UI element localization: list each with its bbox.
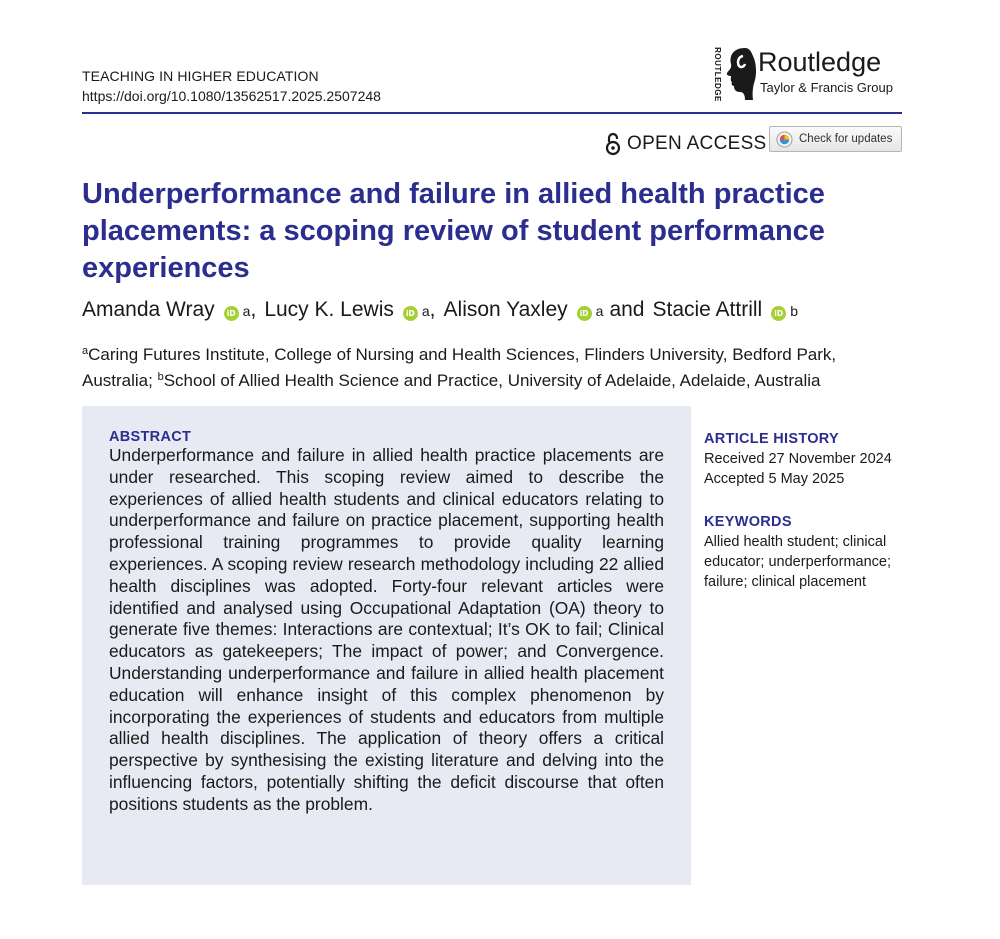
publisher-name: Routledge — [758, 47, 882, 77]
affiliation-a: Caring Futures Institute, College of Nursing and Health Sciences, Flinders University, Bedford Park, Australia; — [82, 345, 837, 390]
keywords-heading: KEYWORDS — [704, 514, 792, 530]
check-for-updates-label: Check for updates — [799, 133, 893, 145]
journal-header — [82, 66, 381, 106]
affiliation-mark-a: a — [82, 345, 89, 357]
keywords-list: Allied health student; clinical educator; underperformance; failure; clinical placement — [704, 534, 891, 590]
routledge-head-icon — [723, 46, 757, 102]
publisher-vertical-text: ROUTLEDGE — [712, 47, 722, 102]
keywords-section — [704, 512, 914, 592]
author-separator: , — [429, 298, 436, 321]
header-rule — [82, 112, 902, 114]
journal-name: TEACHING IN HIGHER EDUCATION — [82, 68, 319, 84]
open-lock-icon — [605, 132, 621, 156]
article-history-heading: ARTICLE HISTORY — [704, 431, 840, 447]
author-name[interactable]: Lucy K. Lewis — [264, 298, 394, 321]
open-access-badge — [605, 131, 767, 157]
accepted-date: Accepted 5 May 2025 — [704, 471, 845, 487]
author-affiliation-mark: a — [421, 303, 430, 319]
author-separator: , — [250, 298, 257, 321]
author-affiliation-mark: a — [242, 303, 251, 319]
affiliation-b: School of Allied Health Science and Practice, University of Adelaide, Adelaide, Australia — [163, 371, 821, 390]
author-affiliation-mark: a — [595, 303, 604, 319]
author-name[interactable]: Stacie Attrill — [652, 298, 763, 321]
author-name[interactable]: Amanda Wray — [82, 298, 215, 321]
orcid-icon[interactable]: iD — [577, 306, 592, 321]
received-date: Received 27 November 2024 — [704, 451, 892, 467]
publisher-logo — [710, 44, 910, 104]
abstract-heading: ABSTRACT — [109, 429, 192, 445]
publisher-group: Taylor & Francis Group — [760, 80, 893, 95]
affiliations — [82, 340, 872, 392]
doi-link[interactable]: https://doi.org/10.1080/13562517.2025.2507248 — [82, 88, 381, 104]
author-separator: and — [609, 298, 645, 321]
check-for-updates-button[interactable] — [769, 126, 902, 152]
crossmark-icon — [776, 131, 793, 148]
orcid-icon[interactable]: iD — [771, 306, 786, 321]
article-title: Underperformance and failure in allied health practice placements: a scoping review of student performance experiences — [82, 178, 825, 284]
orcid-icon[interactable]: iD — [224, 306, 239, 321]
author-name[interactable]: Alison Yaxley — [443, 298, 568, 321]
affiliation-mark-b: b — [157, 371, 164, 383]
abstract-body: Underperformance and failure in allied health practice placements are under researched. This scoping review aimed to describe the experiences of allied health students and clinical educators relating to underperformance and failure on practice placement, supporting health professional training programmes to provide quality learning experiences. A scoping review research methodology including 22 allied health disciplines was adopted. Forty-four relevant articles were identified and analysed using Occupational Adaptation (OA) theory to generate five themes: Interactions are contextual; It’s OK to fail; Clinical educators as gatekeepers; The impact of power; and Convergence. Understanding underperformance and failure in allied health placement education will enhance insight of this complex phenomenon by incorporating the experiences of students and educators from multiple allied health disciplines. The application of theory offers a critical perspective by synthesising the existing literature and delving into the influencing factors, potentially shifting the deficit discourse that often positions students as the problem. — [109, 445, 664, 814]
publisher-vertical-word — [710, 48, 724, 104]
author-affiliation-mark: b — [790, 303, 798, 319]
open-access-label: OPEN ACCESS — [627, 133, 767, 154]
orcid-icon[interactable]: iD — [403, 306, 418, 321]
article-sidebar — [704, 429, 914, 592]
author-list — [82, 296, 798, 325]
